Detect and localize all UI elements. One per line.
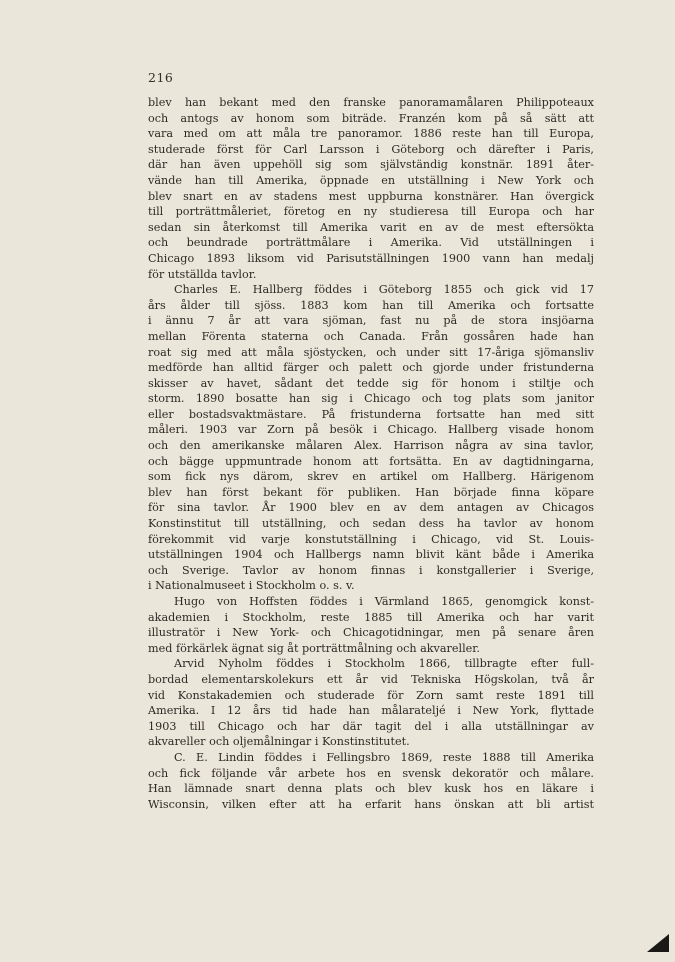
text-line: års ålder till sjöss. 1883 kom han till Amerika och fortsatte bbox=[148, 298, 594, 312]
text-line: skisser av havet, sådant det tedde sig för honom i stiltje och bbox=[148, 376, 594, 390]
text-line: Wisconsin, vilken efter att ha erfarit hans önskan att bli artist bbox=[148, 797, 594, 811]
text-line: blev han bekant med den franske panoramamålaren Philippoteaux bbox=[148, 96, 594, 109]
text-line: illustratör i New York- och Chicagotidningar, men på senare åren bbox=[148, 626, 594, 640]
text-line: blev snart en av stadens mest uppburna konstnärer. Han övergick bbox=[148, 189, 594, 203]
text-line: Amerika. I 12 års tid hade han målarateljé i New York, flyttade bbox=[148, 704, 594, 718]
text-line: akademien i Stockholm, reste 1885 till Amerika och har varit bbox=[148, 610, 594, 624]
text-line: och den amerikanske målaren Alex. Harrison några av sina tavlor, bbox=[148, 439, 594, 453]
page-corner-mark bbox=[647, 934, 669, 952]
text-line: C. E. Lindin föddes i Fellingsbro 1869, reste 1888 till Amerika bbox=[174, 750, 594, 764]
text-line: Arvid Nyholm föddes i Stockholm 1866, tillbragte efter full- bbox=[174, 657, 594, 671]
text-line: i ännu 7 år att vara sjöman, fast nu på de stora insjöarna bbox=[148, 314, 594, 328]
text-line: Chicago 1893 liksom vid Parisutställningen 1900 vann han medalj bbox=[148, 251, 594, 265]
text-line: för sina tavlor. År 1900 blev en av dem antagen av Chicagos bbox=[148, 501, 594, 515]
text-line: sedan sin återkomst till Amerika varit en av de mest eftersökta bbox=[148, 220, 594, 234]
page-number: 216 bbox=[148, 70, 174, 85]
text-line: medförde han alltid färger och palett och gjorde under fristunderna bbox=[148, 361, 594, 375]
text-line: med förkärlek ägnat sig åt porträttmålning och akvareller. bbox=[148, 641, 480, 655]
text-line: akvareller och oljemålningar i Konstinstitutet. bbox=[148, 735, 410, 749]
text-line: Konstinstitut till utställning, och sedan dess ha tavlor av honom bbox=[148, 517, 594, 531]
text-line: och bägge uppmuntrade honom att fortsätta. En av dagtidningarna, bbox=[148, 454, 594, 468]
text-line: eller bostadsvaktmästare. På fristunderna fortsatte han med sitt bbox=[148, 407, 594, 421]
text-line: i Nationalmuseet i Stockholm o. s. v. bbox=[148, 579, 355, 593]
text-line: vände han till Amerika, öppnade en utställning i New York och bbox=[148, 173, 594, 187]
text-line: Charles E. Hallberg föddes i Göteborg 1855 och gick vid 17 bbox=[174, 283, 594, 297]
text-line: 1903 till Chicago och har där tagit del i alla utställningar av bbox=[148, 719, 594, 733]
text-line: roat sig med att måla sjöstycken, och under sitt 17-åriga sjömansliv bbox=[148, 345, 594, 359]
text-line: förekommit vid varje konstutställning i Chicago, vid St. Louis- bbox=[148, 532, 594, 546]
text-line: där han även uppehöll sig som självständig konstnär. 1891 åter- bbox=[148, 158, 594, 172]
text-line: och fick följande vår arbete hos en svensk dekoratör och målare. bbox=[148, 766, 594, 780]
text-line: och beundrade porträttmålare i Amerika. Vid utställningen i bbox=[148, 236, 594, 250]
body-text bbox=[148, 95, 594, 812]
text-line: vid Konstakademien och studerade för Zorn samt reste 1891 till bbox=[148, 688, 594, 702]
text-line: Hugo von Hoffsten föddes i Värmland 1865, genomgick konst- bbox=[174, 595, 594, 608]
text-line: som fick nys därom, skrev en artikel om Hallberg. Härigenom bbox=[148, 470, 594, 484]
text-line: mellan Förenta staterna och Canada. Från gossåren hade han bbox=[148, 329, 594, 343]
text-line: och Sverige. Tavlor av honom finnas i konstgallerier i Sverige, bbox=[148, 563, 594, 577]
text-line: till porträttmåleriet, företog en ny studieresa till Europa och har bbox=[148, 205, 594, 219]
text-line: för utställda tavlor. bbox=[148, 267, 257, 281]
text-line: storm. 1890 bosatte han sig i Chicago och tog plats som janitor bbox=[148, 392, 594, 406]
text-line: utställningen 1904 och Hallbergs namn blivit känt både i Amerika bbox=[148, 548, 594, 562]
text-line: Han lämnade snart denna plats och blev kusk hos en läkare i bbox=[148, 782, 594, 796]
text-line: och antogs av honom som biträde. Franzén kom på så sätt att bbox=[148, 111, 594, 125]
text-line: vara med om att måla tre panoramor. 1886 reste han till Europa, bbox=[148, 127, 594, 141]
text-line: bordad elementarskolekurs ett år vid Tekniska Högskolan, två år bbox=[148, 672, 594, 686]
text-line: blev han först bekant för publiken. Han började finna köpare bbox=[148, 485, 594, 499]
text-line: måleri. 1903 var Zorn på besök i Chicago. Hallberg visade honom bbox=[148, 423, 594, 437]
text-line: studerade först för Carl Larsson i Göteborg och därefter i Paris, bbox=[148, 142, 594, 156]
